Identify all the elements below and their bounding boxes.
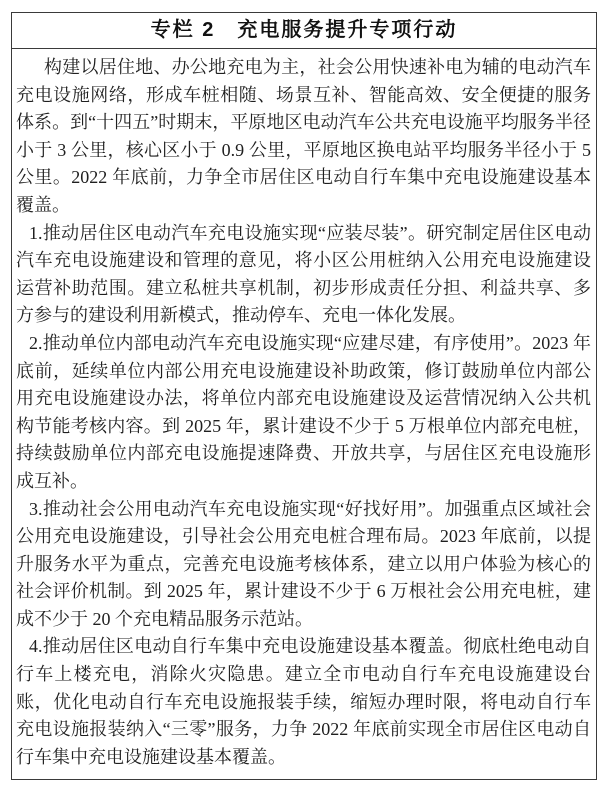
special-action-column-box bbox=[11, 12, 597, 780]
paragraph-3: 3.推动社会公用电动汽车充电设施实现“好找好用”。加强重点区域社会公用充电设施建设，引导社会公用充电桩合理布局。2023 年底前，以提升服务水平为重点，完善充电设施考核体系，建立以用户体验为核心的社会评价机制。到 2025 年，累计建设不少于 6 万根社会公用充电桩，建成不少于 20 个充电精品服务示范站。 bbox=[16, 498, 591, 629]
paragraph-1: 1.推动居住区电动汽车充电设施实现“应装尽装”。研究制定居住区电动汽车充电设施建设和管理的意见，将小区公用桩纳入公用充电设施建设运营补助范围。建立私桩共享机制，初步形成责任分担、利益共享、多方参与的建设利用新模式，推动停车、充电一体化发展。 bbox=[16, 222, 591, 326]
paragraph-2: 2.推动单位内部电动汽车充电设施实现“应建尽建，有序使用”。2023 年底前，延续单位内部公用充电设施建设补助政策，修订鼓励单位内部公用充电设施建设办法，将单位内部充电设施建设及运营情况纳入公共机构节能考核内容。到 2025 年，累计建设不少于 5 万根单位内部充电桩，持续鼓励单位内部充电设施提速降费、开放共享，与居住区充电设施形成互补。 bbox=[16, 332, 591, 491]
paragraph-4: 4.推动居住区电动自行车集中充电设施建设基本覆盖。彻底杜绝电动自行车上楼充电，消除火灾隐患。建立全市电动自行车充电设施建设台账，优化电动自行车充电设施报装手续，缩短办理时限，将电动自行车充电设施报装纳入“三零”服务，力争 2022 年底前实现全市居住区电动自行车集中充电设施建设基本覆盖。 bbox=[16, 636, 591, 767]
column-title: 专栏 2 充电服务提升专项行动 bbox=[12, 13, 596, 49]
column-body bbox=[12, 49, 596, 771]
paragraph-0: 构建以居住地、办公地充电为主，社会公用快速补电为辅的电动汽车充电设施网络，形成车桩相随、场景互补、智能高效、安全便捷的服务体系。到“十四五”时期末，平原地区电动汽车公共充电设施平均服务半径小于 3 公里，核心区小于 0.9 公里，平原地区换电站平均服务半径小于 5 公里。2022 年底前，力争全市居住区电动自行车集中充电设施建设基本覆盖。 bbox=[16, 57, 591, 215]
